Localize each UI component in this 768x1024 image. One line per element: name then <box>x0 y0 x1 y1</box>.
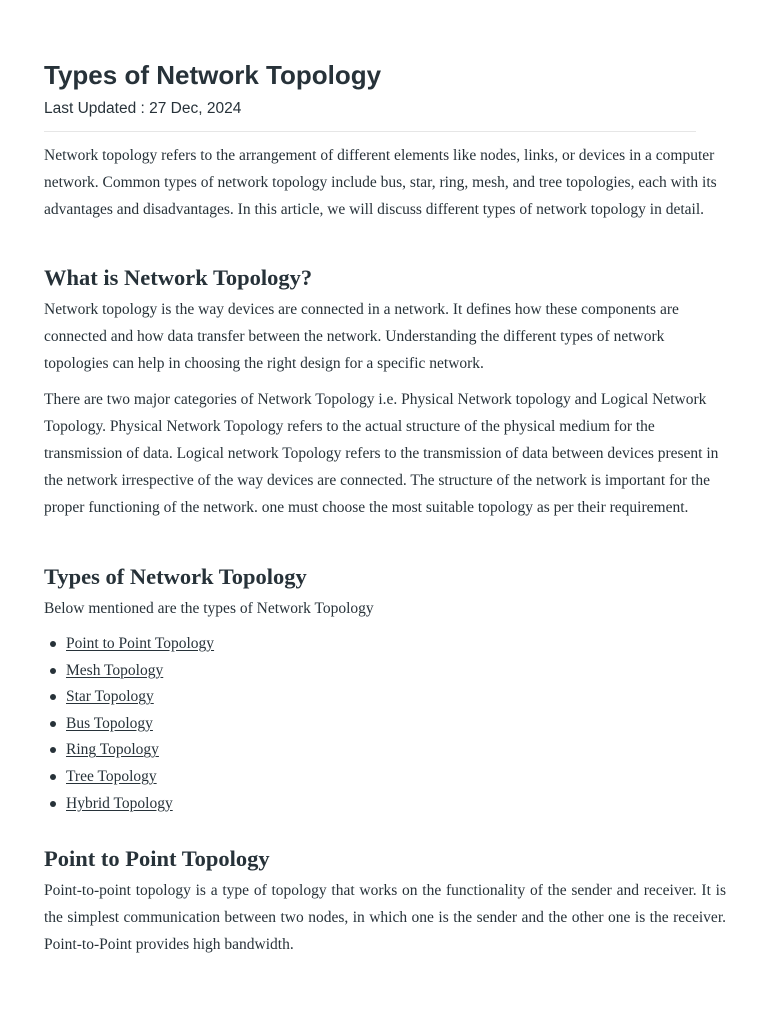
link-mesh-topology[interactable]: Mesh Topology <box>66 661 164 679</box>
what-is-paragraph-1: Network topology is the way devices are connected in a network. It defines how these components are connected and how data transfer between the network. Understanding the different types of network topologies can help in choosing the right design for a specific network. <box>44 301 679 372</box>
what-is-paragraph-2: There are two major categories of Network Topology i.e. Physical Network topology and Logical Network Topology. Physical Network Topology refers to the actual structure of the physical medium for the transmission of data. Logical network Topology refers to the transmission of data between devices present in the network irrespective of the way devices are connected. The structure of the network is important for the proper functioning of the network. one must choose the most suitable topology as per their requirement. <box>44 391 719 516</box>
section-heading-types-of-network-topology: Types of Network Topology <box>44 564 307 589</box>
bullet-icon <box>50 694 56 700</box>
list-item <box>44 658 214 685</box>
list-item <box>44 684 214 711</box>
bullet-icon <box>50 801 56 807</box>
intro-paragraph: Network topology refers to the arrangement of different elements like nodes, links, or devices in a computer network. Common types of network topology include bus, star, ring, mesh, and tree topologies, each with its advantages and disadvantages. In this article, we will discuss different types of network topology in detail. <box>44 147 717 218</box>
bullet-icon <box>50 641 56 647</box>
link-star-topology[interactable]: Star Topology <box>66 688 154 706</box>
page-title: Types of Network Topology <box>44 60 382 90</box>
bullet-icon <box>50 774 56 780</box>
list-item <box>44 737 214 764</box>
last-updated-date: Last Updated : 27 Dec, 2024 <box>44 100 242 117</box>
topology-link-list <box>44 631 214 817</box>
bullet-icon <box>50 668 56 674</box>
bullet-icon <box>50 747 56 753</box>
section-heading-point-to-point-topology: Point to Point Topology <box>44 846 270 871</box>
section-heading-what-is-network-topology: What is Network Topology? <box>44 265 313 290</box>
link-ring-topology[interactable]: Ring Topology <box>66 741 159 759</box>
list-item <box>44 631 214 658</box>
point-to-point-paragraph: Point-to-point topology is a type of topology that works on the functionality of the sender and receiver. It is the simplest communication between two nodes, in which one is the sender and the other one is the receiver. Point-to-Point provides high bandwidth. <box>44 882 726 953</box>
list-item <box>44 791 214 818</box>
list-item <box>44 711 214 738</box>
bullet-icon <box>50 721 56 727</box>
title-divider <box>44 131 696 132</box>
types-intro-paragraph: Below mentioned are the types of Network Topology <box>44 600 374 617</box>
link-tree-topology[interactable]: Tree Topology <box>66 767 157 785</box>
link-bus-topology[interactable]: Bus Topology <box>66 714 153 732</box>
list-item <box>44 764 214 791</box>
link-point-to-point-topology[interactable]: Point to Point Topology <box>66 635 215 652</box>
link-hybrid-topology[interactable]: Hybrid Topology <box>66 794 173 812</box>
